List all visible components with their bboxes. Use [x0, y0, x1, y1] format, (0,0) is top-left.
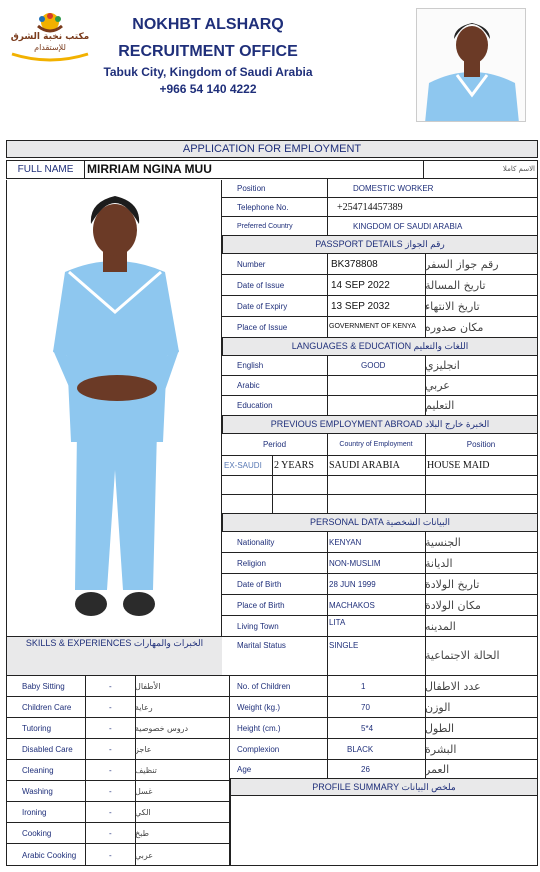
passport-section-title: PASSPORT DETAILS رقم الجواز [222, 236, 538, 254]
skill-disabled-care-arabic: عاجز [135, 744, 152, 754]
period-header: Period [262, 440, 287, 449]
arabic-label: Arabic [237, 381, 260, 390]
employment-position: HOUSE MAID [427, 460, 490, 471]
telephone-label: Telephone No. [237, 202, 289, 212]
children-label: No. of Children [237, 681, 291, 691]
skill-children-care-arabic: رعاية [135, 702, 153, 712]
age-label: Age [237, 764, 252, 774]
office-name: RECRUITMENT OFFICE [118, 43, 298, 60]
marital-status-label: Marital Status [237, 641, 286, 650]
logo-text-2: للإستقدام [34, 43, 66, 52]
skill-ironing-label: Ironing [22, 807, 47, 817]
date-of-issue-value: 14 SEP 2022 [331, 279, 390, 291]
full-name-value: MIRRIAM NGINA MUU [87, 162, 212, 176]
english-label: English [237, 361, 264, 370]
nationality-value: KENYAN [329, 537, 362, 547]
employment-period: 2 YEARS [274, 460, 314, 471]
passport-number-value: BK378808 [331, 258, 378, 270]
passport-number-label: Number [237, 259, 266, 269]
skill-washing-label: Washing [22, 786, 53, 796]
height-arabic: الطول [425, 721, 455, 735]
skill-disabled-care-label: Disabled Care [22, 744, 73, 754]
complexion-label: Complexion [237, 744, 280, 754]
weight-arabic: الوزن [425, 700, 451, 714]
office-location: Tabuk City, Kingdom of Saudi Arabia [103, 65, 313, 79]
skill-baby-sitting-value: - [109, 681, 112, 691]
date-of-birth-value: 28 JUN 1999 [329, 579, 376, 589]
applicant-photo [6, 180, 222, 636]
skill-arabic-cooking-value: - [109, 850, 112, 860]
skill-arabic-cooking-label: Arabic Cooking [22, 850, 77, 860]
profile-summary-title: PROFILE SUMMARY ملخص البيانات [230, 778, 538, 796]
country-header: Country of Employment [339, 440, 413, 448]
skill-washing-arabic: غسل [135, 786, 153, 796]
children-arabic: عدد الاطفال [425, 679, 481, 693]
english-value: GOOD [361, 361, 386, 370]
marital-status-arabic: الحالة الاجتماعية [425, 649, 500, 662]
living-town-arabic: المدينه [425, 619, 456, 633]
full-name-label: FULL NAME [7, 161, 85, 178]
skill-cooking-value: - [109, 828, 112, 838]
skills-section-title: SKILLS & EXPERIENCES الخبرات والمهارات [25, 638, 204, 648]
passport-number-arabic: رقم جواز السفر [425, 257, 499, 271]
nationality-label: Nationality [237, 537, 275, 547]
skill-tutoring-label: Tutoring [22, 723, 52, 733]
skill-baby-sitting-label: Baby Sitting [22, 681, 65, 691]
date-of-issue-label: Date of Issue [237, 280, 285, 290]
full-name-arabic: الاسم كاملا [502, 165, 535, 173]
skill-cooking-arabic: طبخ [135, 828, 149, 838]
place-of-birth-arabic: مكان الولادة [425, 598, 481, 612]
skill-baby-sitting-arabic: الأطفال [135, 681, 161, 691]
skill-cleaning-label: Cleaning [22, 765, 54, 775]
place-of-issue-arabic: مكان صدوره [425, 320, 484, 334]
date-of-expiry-label: Date of Expiry [237, 301, 288, 311]
skill-tutoring-value: - [109, 723, 112, 733]
complexion-value: BLACK [347, 744, 374, 754]
height-label: Height (cm.) [237, 723, 281, 733]
arabic-value [327, 376, 425, 395]
telephone-value: +254714457389 [337, 201, 403, 213]
logo-text-1: مكتب نخبة الشرق [10, 32, 90, 42]
date-of-expiry-value: 13 SEP 2032 [331, 300, 390, 312]
skill-cooking-label: Cooking [22, 828, 52, 838]
place-of-birth-label: Place of Birth [237, 600, 285, 610]
skill-washing-value: - [109, 786, 112, 796]
children-value: 1 [361, 681, 366, 691]
place-of-birth-value: MACHAKOS [329, 600, 375, 610]
height-value: 5*4 [361, 723, 374, 733]
religion-arabic: الديانة [425, 556, 453, 570]
education-label: Education [237, 401, 273, 410]
living-town-value: LITA [329, 618, 346, 627]
age-arabic: العمر [425, 762, 450, 776]
date-of-birth-arabic: تاريخ الولادة [425, 577, 480, 591]
education-arabic: التعليم [425, 399, 455, 412]
preferred-country-value: KINGDOM OF SAUDI ARABIA [353, 222, 463, 231]
age-value: 26 [361, 764, 370, 774]
date-of-birth-label: Date of Birth [237, 579, 282, 589]
company-name: NOKHBT ALSHARQ [132, 16, 284, 33]
skill-children-care-label: Children Care [22, 702, 72, 712]
languages-section-title: LANGUAGES & EDUCATION اللغات والتعليم [222, 338, 538, 356]
position-label: Position [237, 183, 266, 193]
skill-children-care-value: - [109, 702, 112, 712]
religion-value: NON-MUSLIM [329, 558, 381, 568]
date-of-expiry-arabic: تاريخ الانتهاء [425, 299, 480, 313]
skill-cleaning-value: - [109, 765, 112, 775]
skill-ironing-value: - [109, 807, 112, 817]
skill-disabled-care-value: - [109, 744, 112, 754]
marital-status-value: SINGLE [329, 641, 359, 650]
skill-arabic-cooking-arabic: عربي [135, 850, 154, 860]
living-town-label: Living Town [237, 621, 279, 631]
education-value [327, 396, 425, 415]
skill-tutoring-arabic: دروس خصوصية [135, 723, 189, 733]
date-of-issue-arabic: تاريخ المسالة [425, 278, 486, 292]
place-of-issue-value: GOVERNMENT OF KENYA [329, 323, 416, 330]
header-photo [416, 8, 526, 122]
weight-label: Weight (kg.) [237, 702, 280, 712]
skill-ironing-arabic: الكي [135, 807, 151, 817]
complexion-arabic: البشرة [425, 742, 457, 756]
english-arabic: انجليزي [425, 359, 460, 372]
employment-section-title: PREVIOUS EMPLOYMENT ABROAD الخبرة خارج البلاد [222, 416, 538, 434]
religion-label: Religion [237, 558, 266, 568]
preferred-country-label: Preferred Country [237, 223, 293, 230]
nationality-arabic: الجنسية [425, 535, 461, 549]
place-of-issue-label: Place of Issue [237, 322, 288, 332]
employment-country: SAUDI ARABIA [329, 460, 400, 471]
skill-cleaning-arabic: تنظيف [135, 765, 157, 775]
office-phone: +966 54 140 4222 [159, 82, 257, 96]
arabic-arabic: عربي [425, 379, 450, 392]
position-value: DOMESTIC WORKER [353, 183, 434, 193]
personal-section-title: PERSONAL DATA البيانات الشخصية [222, 514, 538, 532]
employment-tag: EX-SAUDI [224, 461, 262, 470]
form-title: APPLICATION FOR EMPLOYMENT [182, 143, 362, 155]
profile-summary-box [230, 796, 538, 866]
weight-value: 70 [361, 702, 370, 712]
position-header: Position [466, 440, 496, 449]
